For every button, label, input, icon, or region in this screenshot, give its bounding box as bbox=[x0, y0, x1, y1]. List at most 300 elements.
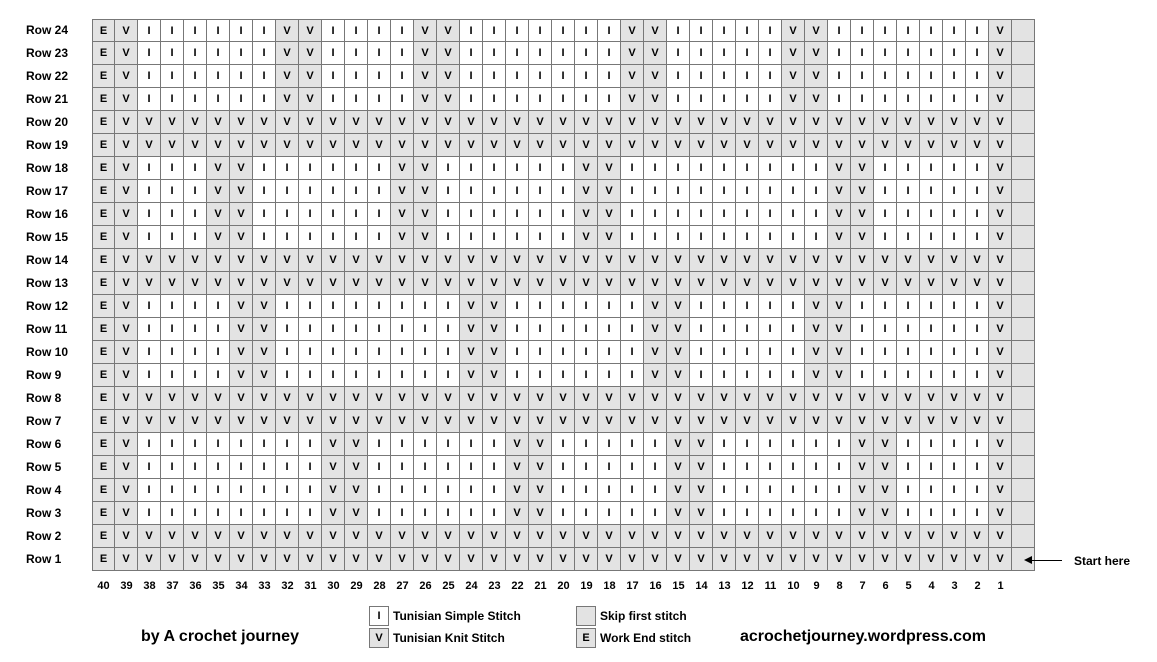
stitch-cell: V bbox=[575, 387, 598, 410]
stitch-cell: V bbox=[529, 479, 552, 502]
stitch-cell: V bbox=[115, 456, 138, 479]
stitch-cell: V bbox=[506, 134, 529, 157]
stitch-cell: V bbox=[644, 42, 667, 65]
stitch-cell: V bbox=[552, 525, 575, 548]
stitch-cell: I bbox=[713, 42, 736, 65]
stitch-cell: I bbox=[299, 364, 322, 387]
stitch-cell: I bbox=[138, 180, 161, 203]
stitch-cell: I bbox=[345, 226, 368, 249]
stitch-cell: I bbox=[276, 364, 299, 387]
stitch-cell: V bbox=[828, 410, 851, 433]
stitch-cell: I bbox=[414, 502, 437, 525]
stitch-cell: V bbox=[276, 525, 299, 548]
stitch-cell: V bbox=[529, 548, 552, 571]
stitch-cell: V bbox=[138, 134, 161, 157]
column-number: 8 bbox=[836, 580, 843, 592]
stitch-cell: V bbox=[552, 134, 575, 157]
stitch-cell: I bbox=[759, 226, 782, 249]
stitch-cell: I bbox=[184, 65, 207, 88]
row-label: Row 19 bbox=[26, 138, 69, 152]
stitch-cell: I bbox=[966, 88, 989, 111]
stitch-cell: V bbox=[322, 249, 345, 272]
stitch-cell: E bbox=[92, 88, 115, 111]
stitch-cell: V bbox=[943, 111, 966, 134]
stitch-cell: E bbox=[92, 249, 115, 272]
stitch-cell: V bbox=[460, 318, 483, 341]
stitch-cell: I bbox=[759, 433, 782, 456]
stitch-cell: I bbox=[483, 433, 506, 456]
stitch-cell: I bbox=[920, 479, 943, 502]
stitch-cell: I bbox=[759, 157, 782, 180]
stitch-cell: V bbox=[828, 341, 851, 364]
stitch-cell: I bbox=[414, 433, 437, 456]
column-number: 32 bbox=[281, 580, 294, 592]
stitch-cell: V bbox=[276, 410, 299, 433]
stitch-cell: I bbox=[253, 433, 276, 456]
stitch-cell: I bbox=[552, 88, 575, 111]
stitch-cell: V bbox=[989, 525, 1012, 548]
stitch-cell bbox=[1012, 295, 1035, 318]
stitch-cell: I bbox=[552, 295, 575, 318]
stitch-cell: I bbox=[621, 433, 644, 456]
column-number: 15 bbox=[672, 580, 685, 592]
stitch-cell: V bbox=[644, 272, 667, 295]
stitch-cell: V bbox=[782, 548, 805, 571]
stitch-cell: V bbox=[322, 272, 345, 295]
stitch-cell: I bbox=[966, 42, 989, 65]
stitch-cell: V bbox=[253, 341, 276, 364]
stitch-cell: V bbox=[483, 272, 506, 295]
stitch-cell: V bbox=[828, 203, 851, 226]
stitch-cell: I bbox=[322, 65, 345, 88]
stitch-cell bbox=[1012, 42, 1035, 65]
website-link[interactable]: acrochetjourney.wordpress.com bbox=[740, 628, 986, 645]
stitch-cell: I bbox=[138, 502, 161, 525]
stitch-cell: I bbox=[621, 502, 644, 525]
stitch-cell: I bbox=[368, 157, 391, 180]
stitch-cell: I bbox=[460, 19, 483, 42]
stitch-cell: V bbox=[828, 226, 851, 249]
stitch-cell: V bbox=[621, 134, 644, 157]
stitch-cell: I bbox=[621, 180, 644, 203]
stitch-cell: V bbox=[506, 548, 529, 571]
stitch-cell: I bbox=[138, 295, 161, 318]
stitch-cell bbox=[1012, 479, 1035, 502]
stitch-cell: V bbox=[598, 272, 621, 295]
stitch-cell: I bbox=[759, 502, 782, 525]
stitch-cell: V bbox=[230, 525, 253, 548]
stitch-cell: I bbox=[644, 203, 667, 226]
stitch-cell: I bbox=[460, 180, 483, 203]
stitch-cell: V bbox=[529, 272, 552, 295]
stitch-cell: I bbox=[322, 42, 345, 65]
stitch-cell: E bbox=[92, 180, 115, 203]
stitch-cell: I bbox=[184, 226, 207, 249]
stitch-cell: V bbox=[667, 341, 690, 364]
stitch-cell: I bbox=[943, 88, 966, 111]
stitch-cell: I bbox=[529, 318, 552, 341]
stitch-cell: I bbox=[391, 456, 414, 479]
stitch-cell: V bbox=[575, 157, 598, 180]
stitch-cell: V bbox=[276, 42, 299, 65]
stitch-cell: I bbox=[391, 433, 414, 456]
stitch-cell: V bbox=[736, 548, 759, 571]
stitch-cell: V bbox=[207, 387, 230, 410]
stitch-cell: I bbox=[713, 341, 736, 364]
stitch-cell: V bbox=[828, 180, 851, 203]
stitch-cell: I bbox=[851, 341, 874, 364]
stitch-cell: V bbox=[851, 456, 874, 479]
stitch-cell: V bbox=[368, 272, 391, 295]
stitch-cell: V bbox=[483, 548, 506, 571]
stitch-cell: I bbox=[966, 157, 989, 180]
stitch-cell: I bbox=[230, 502, 253, 525]
stitch-cell: V bbox=[253, 387, 276, 410]
stitch-cell bbox=[1012, 157, 1035, 180]
stitch-cell: V bbox=[713, 272, 736, 295]
stitch-cell: I bbox=[161, 88, 184, 111]
stitch-cell: I bbox=[966, 502, 989, 525]
stitch-cell: I bbox=[207, 318, 230, 341]
column-number: 35 bbox=[212, 580, 225, 592]
stitch-cell: I bbox=[529, 295, 552, 318]
stitch-cell: I bbox=[460, 42, 483, 65]
stitch-cell: V bbox=[414, 387, 437, 410]
stitch-cell: I bbox=[138, 318, 161, 341]
stitch-cell: E bbox=[92, 226, 115, 249]
stitch-cell: V bbox=[598, 387, 621, 410]
stitch-cell: V bbox=[138, 249, 161, 272]
stitch-cell: I bbox=[276, 180, 299, 203]
stitch-cell: I bbox=[161, 341, 184, 364]
stitch-cell: I bbox=[368, 479, 391, 502]
stitch-cell: V bbox=[230, 157, 253, 180]
stitch-cell: I bbox=[575, 502, 598, 525]
stitch-cell: V bbox=[828, 364, 851, 387]
stitch-cell: I bbox=[552, 433, 575, 456]
stitch-cell: V bbox=[989, 249, 1012, 272]
stitch-cell: I bbox=[368, 318, 391, 341]
column-number: 33 bbox=[258, 580, 271, 592]
stitch-cell: V bbox=[598, 249, 621, 272]
stitch-cell: V bbox=[414, 249, 437, 272]
stitch-cell: I bbox=[368, 433, 391, 456]
stitch-cell: V bbox=[851, 525, 874, 548]
stitch-cell: I bbox=[483, 479, 506, 502]
stitch-cell: V bbox=[805, 134, 828, 157]
stitch-cell: I bbox=[345, 364, 368, 387]
stitch-cell: I bbox=[690, 157, 713, 180]
stitch-cell: V bbox=[989, 410, 1012, 433]
stitch-cell: I bbox=[253, 456, 276, 479]
stitch-cell: V bbox=[207, 249, 230, 272]
stitch-cell: I bbox=[368, 203, 391, 226]
stitch-cell: V bbox=[322, 433, 345, 456]
stitch-cell: I bbox=[529, 88, 552, 111]
stitch-cell: V bbox=[575, 525, 598, 548]
stitch-cell: I bbox=[966, 318, 989, 341]
stitch-cell: I bbox=[506, 42, 529, 65]
stitch-cell: I bbox=[575, 364, 598, 387]
stitch-cell: I bbox=[920, 42, 943, 65]
stitch-cell: V bbox=[253, 134, 276, 157]
stitch-cell: I bbox=[529, 65, 552, 88]
stitch-cell: I bbox=[161, 180, 184, 203]
stitch-cell: I bbox=[690, 226, 713, 249]
stitch-cell: V bbox=[529, 249, 552, 272]
stitch-cell: V bbox=[460, 387, 483, 410]
stitch-cell: I bbox=[805, 456, 828, 479]
stitch-cell: I bbox=[690, 180, 713, 203]
stitch-cell: I bbox=[598, 364, 621, 387]
stitch-cell: I bbox=[552, 479, 575, 502]
stitch-cell bbox=[1012, 341, 1035, 364]
stitch-cell: I bbox=[230, 88, 253, 111]
stitch-cell: I bbox=[943, 226, 966, 249]
stitch-cell: V bbox=[460, 249, 483, 272]
stitch-cell: I bbox=[759, 318, 782, 341]
stitch-cell: V bbox=[552, 548, 575, 571]
stitch-cell: V bbox=[621, 111, 644, 134]
stitch-cell: V bbox=[851, 502, 874, 525]
stitch-cell: V bbox=[575, 249, 598, 272]
stitch-cell: I bbox=[759, 203, 782, 226]
stitch-cell: V bbox=[805, 364, 828, 387]
stitch-cell: I bbox=[598, 479, 621, 502]
stitch-cell: V bbox=[276, 134, 299, 157]
stitch-cell: I bbox=[897, 433, 920, 456]
stitch-cell: V bbox=[184, 387, 207, 410]
stitch-cell: V bbox=[782, 88, 805, 111]
stitch-cell: V bbox=[184, 249, 207, 272]
stitch-cell: I bbox=[897, 65, 920, 88]
stitch-cell: V bbox=[805, 410, 828, 433]
row-label: Row 16 bbox=[26, 207, 69, 221]
stitch-cell: V bbox=[667, 387, 690, 410]
stitch-cell: V bbox=[897, 548, 920, 571]
stitch-cell: I bbox=[552, 203, 575, 226]
row-label: Row 4 bbox=[26, 483, 62, 497]
stitch-cell: I bbox=[391, 479, 414, 502]
stitch-cell: V bbox=[115, 341, 138, 364]
stitch-cell: V bbox=[782, 249, 805, 272]
stitch-cell: I bbox=[920, 203, 943, 226]
stitch-cell: V bbox=[621, 65, 644, 88]
stitch-cell: I bbox=[161, 364, 184, 387]
stitch-cell: V bbox=[644, 387, 667, 410]
column-number: 3 bbox=[951, 580, 958, 592]
stitch-cell: I bbox=[506, 157, 529, 180]
stitch-cell: V bbox=[621, 548, 644, 571]
stitch-cell: I bbox=[345, 88, 368, 111]
stitch-cell: I bbox=[368, 19, 391, 42]
stitch-cell: I bbox=[897, 479, 920, 502]
stitch-cell: V bbox=[253, 295, 276, 318]
stitch-cell: I bbox=[253, 479, 276, 502]
stitch-cell: I bbox=[276, 318, 299, 341]
stitch-cell: V bbox=[851, 433, 874, 456]
stitch-cell: I bbox=[460, 226, 483, 249]
stitch-cell: V bbox=[874, 525, 897, 548]
stitch-cell: V bbox=[644, 134, 667, 157]
stitch-cell: V bbox=[437, 65, 460, 88]
stitch-cell: I bbox=[690, 318, 713, 341]
stitch-cell: V bbox=[690, 111, 713, 134]
stitch-cell: I bbox=[276, 341, 299, 364]
stitch-cell: I bbox=[621, 203, 644, 226]
stitch-cell: V bbox=[805, 42, 828, 65]
stitch-cell bbox=[1012, 19, 1035, 42]
stitch-cell: I bbox=[667, 226, 690, 249]
stitch-cell: V bbox=[437, 42, 460, 65]
stitch-cell: I bbox=[782, 364, 805, 387]
stitch-cell: I bbox=[529, 180, 552, 203]
stitch-cell: I bbox=[437, 157, 460, 180]
stitch-cell: I bbox=[782, 226, 805, 249]
stitch-cell: V bbox=[483, 410, 506, 433]
stitch-cell: I bbox=[897, 502, 920, 525]
stitch-cell: I bbox=[552, 19, 575, 42]
stitch-cell: I bbox=[851, 42, 874, 65]
stitch-cell: I bbox=[207, 42, 230, 65]
legend-skip-stitch-label: Skip first stitch bbox=[600, 609, 687, 623]
stitch-cell: I bbox=[874, 226, 897, 249]
stitch-cell: V bbox=[437, 410, 460, 433]
stitch-cell: V bbox=[851, 272, 874, 295]
stitch-cell: E bbox=[92, 341, 115, 364]
stitch-cell: I bbox=[207, 295, 230, 318]
stitch-cell: V bbox=[437, 548, 460, 571]
stitch-cell: V bbox=[368, 249, 391, 272]
stitch-cell: I bbox=[736, 157, 759, 180]
stitch-cell: V bbox=[391, 387, 414, 410]
stitch-cell: I bbox=[874, 180, 897, 203]
stitch-cell: V bbox=[874, 272, 897, 295]
stitch-cell: E bbox=[92, 456, 115, 479]
stitch-cell: V bbox=[644, 249, 667, 272]
stitch-cell: I bbox=[575, 295, 598, 318]
stitch-cell: I bbox=[782, 295, 805, 318]
stitch-cell: V bbox=[575, 272, 598, 295]
stitch-cell: I bbox=[575, 456, 598, 479]
stitch-cell: I bbox=[621, 364, 644, 387]
stitch-cell: I bbox=[138, 19, 161, 42]
stitch-cell: V bbox=[529, 387, 552, 410]
stitch-cell: E bbox=[92, 111, 115, 134]
stitch-cell bbox=[1012, 134, 1035, 157]
row-label: Row 23 bbox=[26, 46, 69, 60]
stitch-cell: I bbox=[966, 456, 989, 479]
stitch-cell: V bbox=[506, 433, 529, 456]
stitch-cell: V bbox=[851, 226, 874, 249]
stitch-cell: I bbox=[690, 88, 713, 111]
stitch-cell: I bbox=[736, 479, 759, 502]
column-number: 38 bbox=[143, 580, 156, 592]
stitch-cell: V bbox=[207, 157, 230, 180]
stitch-cell: V bbox=[299, 111, 322, 134]
stitch-cell: V bbox=[989, 295, 1012, 318]
stitch-cell: I bbox=[736, 203, 759, 226]
stitch-cell: V bbox=[736, 134, 759, 157]
stitch-cell: I bbox=[253, 42, 276, 65]
stitch-cell: V bbox=[483, 111, 506, 134]
stitch-cell: I bbox=[483, 456, 506, 479]
stitch-cell: I bbox=[506, 341, 529, 364]
stitch-cell: V bbox=[598, 180, 621, 203]
stitch-cell: I bbox=[759, 364, 782, 387]
stitch-cell: V bbox=[598, 157, 621, 180]
stitch-cell bbox=[1012, 180, 1035, 203]
stitch-cell: V bbox=[598, 226, 621, 249]
stitch-cell: V bbox=[529, 525, 552, 548]
stitch-cell: I bbox=[713, 180, 736, 203]
stitch-cell: V bbox=[437, 19, 460, 42]
stitch-cell: V bbox=[805, 249, 828, 272]
column-number: 31 bbox=[304, 580, 317, 592]
column-number: 2 bbox=[974, 580, 981, 592]
stitch-cell: V bbox=[322, 410, 345, 433]
stitch-cell: V bbox=[253, 272, 276, 295]
stitch-cell: V bbox=[851, 387, 874, 410]
stitch-cell: I bbox=[207, 502, 230, 525]
column-number: 36 bbox=[189, 580, 202, 592]
stitch-cell: I bbox=[782, 318, 805, 341]
stitch-cell: V bbox=[851, 548, 874, 571]
stitch-cell: V bbox=[575, 111, 598, 134]
stitch-cell: I bbox=[736, 65, 759, 88]
stitch-cell: V bbox=[483, 249, 506, 272]
stitch-cell: V bbox=[713, 548, 736, 571]
stitch-cell: V bbox=[276, 249, 299, 272]
stitch-cell: V bbox=[115, 364, 138, 387]
stitch-cell: V bbox=[966, 272, 989, 295]
stitch-cell: V bbox=[989, 134, 1012, 157]
stitch-cell: V bbox=[230, 272, 253, 295]
stitch-cell: I bbox=[460, 479, 483, 502]
stitch-cell: E bbox=[92, 479, 115, 502]
stitch-cell: V bbox=[115, 433, 138, 456]
stitch-cell: I bbox=[920, 19, 943, 42]
stitch-cell: I bbox=[529, 19, 552, 42]
stitch-cell: I bbox=[299, 341, 322, 364]
stitch-cell: V bbox=[920, 548, 943, 571]
stitch-cell: V bbox=[138, 272, 161, 295]
stitch-cell: I bbox=[690, 203, 713, 226]
stitch-cell: I bbox=[782, 433, 805, 456]
stitch-cell: V bbox=[184, 525, 207, 548]
stitch-cell: I bbox=[322, 180, 345, 203]
stitch-cell: I bbox=[690, 341, 713, 364]
stitch-cell: I bbox=[322, 203, 345, 226]
stitch-cell: I bbox=[805, 203, 828, 226]
stitch-cell: V bbox=[874, 249, 897, 272]
stitch-cell: I bbox=[690, 295, 713, 318]
stitch-cell: V bbox=[207, 410, 230, 433]
column-number: 12 bbox=[741, 580, 754, 592]
stitch-cell: I bbox=[782, 502, 805, 525]
stitch-cell: V bbox=[575, 226, 598, 249]
stitch-cell: I bbox=[529, 157, 552, 180]
stitch-cell: V bbox=[644, 88, 667, 111]
stitch-cell: I bbox=[713, 456, 736, 479]
stitch-cell: E bbox=[92, 65, 115, 88]
stitch-cell: I bbox=[437, 226, 460, 249]
stitch-cell: V bbox=[897, 410, 920, 433]
stitch-cell: I bbox=[621, 318, 644, 341]
stitch-cell: V bbox=[115, 180, 138, 203]
stitch-cell: V bbox=[368, 134, 391, 157]
stitch-cell: V bbox=[644, 318, 667, 341]
